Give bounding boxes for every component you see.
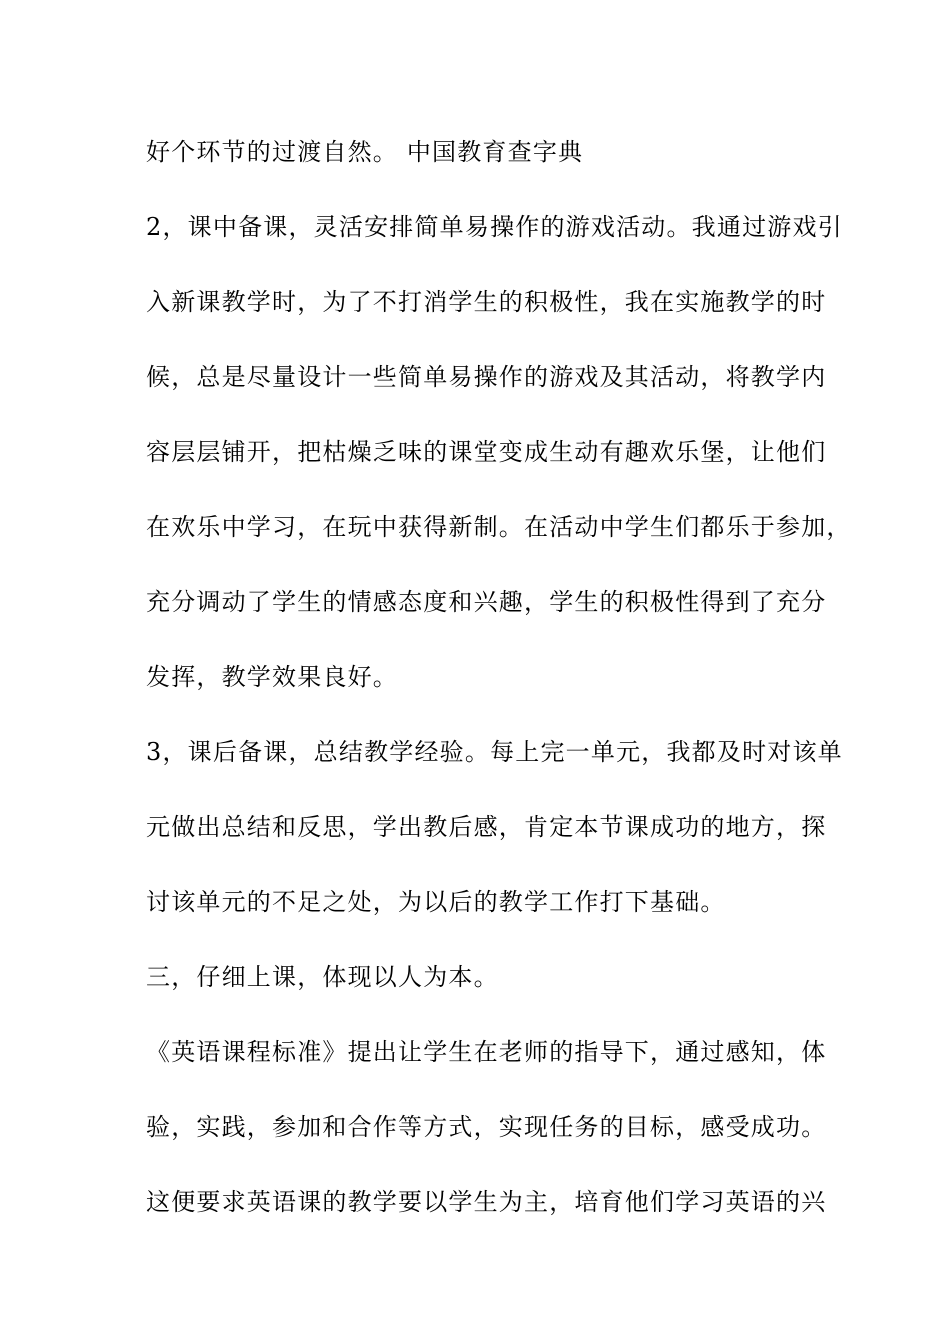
text-line: 验，实践，参加和合作等方式，实现任务的目标，感受成功。 <box>146 1113 827 1141</box>
text-line: 在欢乐中学习，在玩中获得新制。在活动中学生们都乐于参加， <box>146 513 852 541</box>
text-line: 发挥，教学效果良好。 <box>146 663 398 691</box>
text-line: 这便要求英语课的教学要以学生为主，培育他们学习英语的兴 <box>146 1188 827 1216</box>
text-line: 三，仔细上课，体现以人为本。 <box>146 963 499 991</box>
text-line: 入新课教学时，为了不打消学生的积极性，我在实施教学的时 <box>146 288 827 316</box>
text-line: 《英语课程标准》提出让学生在老师的指导下，通过感知，体 <box>146 1038 827 1066</box>
text-line: 候，总是尽量设计一些简单易操作的游戏及其活动，将教学内 <box>146 363 827 391</box>
text-line: 3，课后备课，总结教学经验。每上完一单元，我都及时对该单 <box>146 738 843 766</box>
text-line: 容层层铺开，把枯燥乏味的课堂变成生动有趣欢乐堡，让他们 <box>146 438 827 466</box>
text-line: 好个环节的过渡自然。 中国教育查字典 <box>146 138 584 166</box>
text-line: 讨该单元的不足之处，为以后的教学工作打下基础。 <box>146 888 726 916</box>
text-line: 充分调动了学生的情感态度和兴趣，学生的积极性得到了充分 <box>146 588 827 616</box>
text-line: 元做出总结和反思，学出教后感，肯定本节课成功的地方，探 <box>146 813 827 841</box>
text-line: 2，课中备课，灵活安排简单易操作的游戏活动。我通过游戏引 <box>146 213 843 241</box>
